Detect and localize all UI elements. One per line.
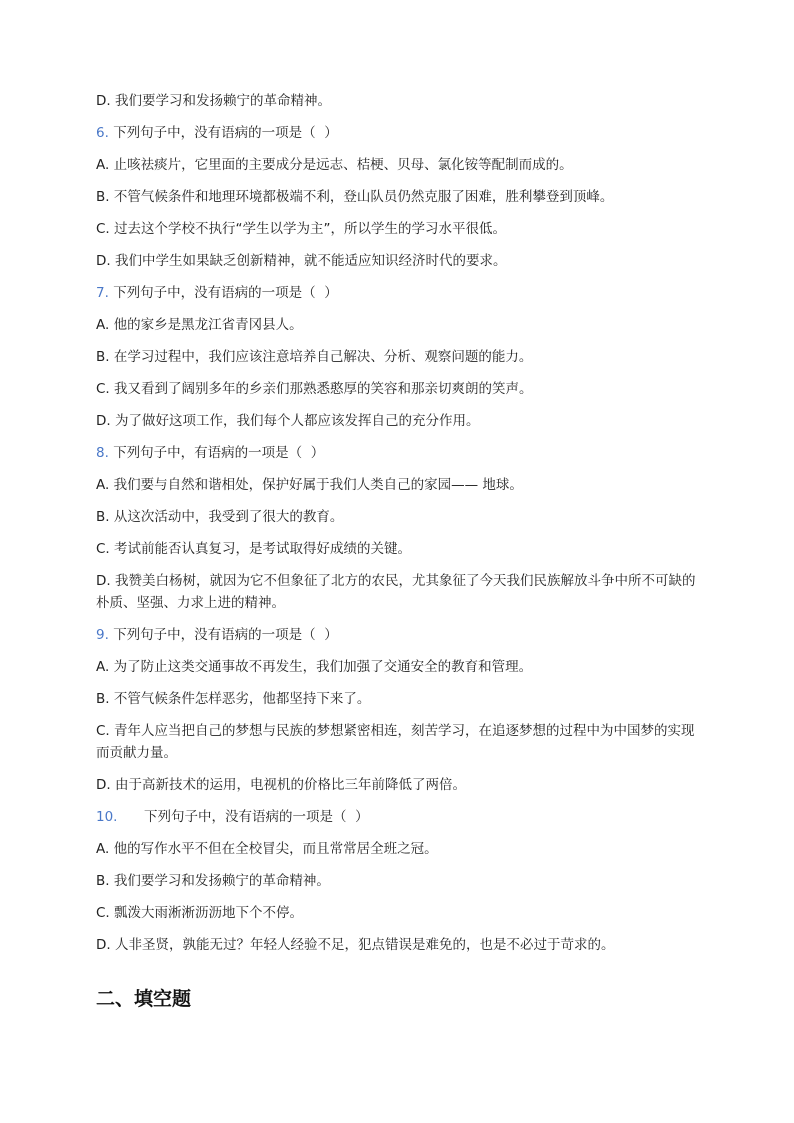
q8-option-b: B. 从这次活动中，我受到了很大的教育。 [96, 509, 344, 525]
q10-option-b: B. 我们要学习和发扬赖宁的革命精神。 [96, 873, 330, 889]
q7-option-d: D. 为了做好这项工作，我们每个人都应该发挥自己的充分作用。 [96, 413, 480, 429]
q6-number: 6. [96, 125, 109, 141]
q6-option-a: A. 止咳祛痰片，它里面的主要成分是远志、桔梗、贝母、氯化铵等配制而成的。 [96, 157, 573, 173]
q7-option-b: B. 在学习过程中，我们应该注意培养自己解决、分析、观察问题的能力。 [96, 349, 533, 365]
q9-option-d: D. 由于高新技术的运用，电视机的价格比三年前降低了两倍。 [96, 777, 466, 793]
q10-stem [96, 806, 706, 828]
q10-stem-text: 下列句子中，没有语病的一项是（ ） [144, 809, 369, 825]
document-page [96, 90, 706, 1011]
q8-stem-text: 下列句子中，有语病的一项是（ ） [113, 445, 325, 461]
q7-stem [96, 282, 706, 304]
q9-stem-text: 下列句子中，没有语病的一项是（ ） [113, 627, 338, 643]
q10-option-c: C. 瓢泼大雨淅淅沥沥地下个不停。 [96, 905, 304, 921]
section-title-fill-in-blank: 二、填空题 [96, 988, 192, 1010]
q8-stem [96, 442, 706, 464]
q7-option-c: C. 我又看到了阔别多年的乡亲们那熟悉憨厚的笑容和那亲切爽朗的笑声。 [96, 381, 533, 397]
q8-number: 8. [96, 445, 109, 461]
q6-stem [96, 122, 706, 144]
q9-stem [96, 624, 706, 646]
q6-option-c: C. 过去这个学校不执行“学生以学为主”，所以学生的学习水平很低。 [96, 221, 506, 237]
q7-number: 7. [96, 285, 109, 301]
q8-option-d: D. 我赞美白杨树，就因为它不但象征了北方的农民，尤其象征了今天我们民族解放斗争中所不可缺的朴质、坚强、力求上进的精神。 [96, 573, 696, 611]
q6-option-d: D. 我们中学生如果缺乏创新精神，就不能适应知识经济时代的要求。 [96, 253, 507, 269]
q9-option-b: B. 不管气候条件怎样恶劣，他都坚持下来了。 [96, 691, 371, 707]
q9-number: 9. [96, 627, 109, 643]
q8-option-c: C. 考试前能否认真复习，是考试取得好成绩的关键。 [96, 541, 412, 557]
q9-option-a: A. 为了防止这类交通事故不再发生，我们加强了交通安全的教育和管理。 [96, 659, 533, 675]
q10-option-a: A. 他的写作水平不但在全校冒尖，而且常常居全班之冠。 [96, 841, 438, 857]
q5-option-d: D. 我们要学习和发扬赖宁的革命精神。 [96, 93, 331, 109]
q9-option-c: C. 青年人应当把自己的梦想与民族的梦想紧密相连，刻苦学习，在追逐梦想的过程中为中国梦的实现而贡献力量。 [96, 723, 695, 761]
q8-option-a: A. 我们要与自然和谐相处，保护好属于我们人类自己的家园—— 地球。 [96, 477, 523, 493]
q6-option-b: B. 不管气候条件和地理环境都极端不利，登山队员仍然克服了困难，胜利攀登到顶峰。 [96, 189, 614, 205]
q6-stem-text: 下列句子中，没有语病的一项是（ ） [113, 125, 338, 141]
q7-option-a: A. 他的家乡是黑龙江省青冈县人。 [96, 317, 303, 333]
q10-number: 10. [96, 809, 118, 825]
q7-stem-text: 下列句子中，没有语病的一项是（ ） [113, 285, 338, 301]
q10-option-d: D. 人非圣贤，孰能无过？年轻人经验不足，犯点错误是难免的，也是不必过于苛求的。 [96, 937, 615, 953]
